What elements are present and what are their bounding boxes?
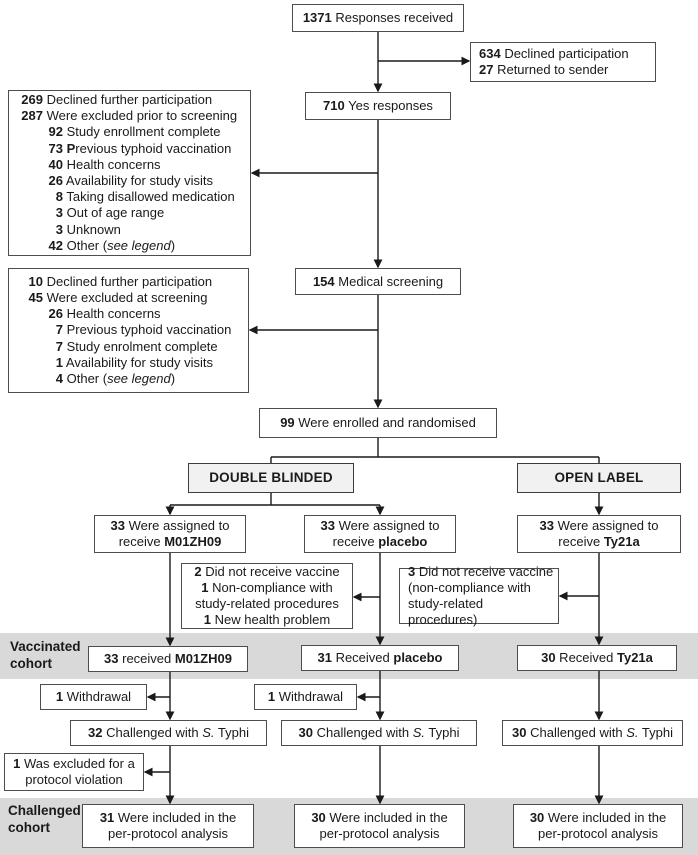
text-segment: Yes responses bbox=[344, 98, 433, 113]
text-segment: New health problem bbox=[211, 612, 331, 627]
header-open-label bbox=[517, 463, 681, 493]
text-segment: 7 bbox=[55, 322, 63, 338]
text-line bbox=[5, 772, 143, 788]
text-line bbox=[8, 820, 81, 837]
text-line bbox=[518, 518, 680, 534]
box-yes-responses bbox=[305, 92, 451, 120]
text-segment: 1 bbox=[203, 612, 211, 627]
text-segment: 287 bbox=[21, 108, 43, 124]
box-withdrawal-m01zh09 bbox=[40, 684, 147, 710]
text-segment: (non-compliance with bbox=[408, 580, 531, 595]
text-segment: see legend bbox=[107, 237, 171, 253]
text-segment: Returned to sender bbox=[493, 62, 609, 77]
text-line bbox=[17, 371, 244, 387]
text-segment: Typhi bbox=[425, 725, 460, 740]
text-segment: receive bbox=[332, 534, 379, 549]
text-segment: Received bbox=[331, 650, 394, 665]
text-segment: Withdrawal bbox=[275, 689, 344, 704]
text-segment: 1 bbox=[201, 580, 209, 595]
text-line bbox=[182, 564, 352, 580]
text-segment: Were excluded prior to screening bbox=[43, 108, 238, 124]
text-segment: 33 bbox=[104, 651, 119, 666]
text-segment: 31 bbox=[99, 810, 115, 825]
box-protocol-violation bbox=[4, 753, 144, 791]
text-line bbox=[17, 124, 246, 140]
text-segment: Were included in the bbox=[325, 810, 448, 825]
text-segment: study-related procedures) bbox=[408, 596, 484, 627]
box-per-protocol-placebo bbox=[294, 804, 465, 848]
text-segment: Responses received bbox=[331, 10, 454, 25]
text-segment: Non-compliance with bbox=[208, 580, 333, 595]
text-line bbox=[8, 803, 81, 820]
text-segment: Ty21a bbox=[616, 650, 653, 665]
text-segment: Challenged bbox=[8, 803, 81, 818]
text-segment: Health concerns bbox=[63, 306, 161, 322]
text-segment: 2 bbox=[194, 564, 202, 579]
text-segment: Medical screening bbox=[334, 273, 444, 289]
text-segment: 33 bbox=[320, 518, 335, 533]
text-segment: per-protocol analysis bbox=[538, 826, 658, 841]
text-line bbox=[293, 10, 463, 26]
text-segment: Was excluded for a bbox=[20, 756, 135, 771]
text-line bbox=[17, 92, 246, 108]
text-segment: Challenged with bbox=[312, 725, 413, 740]
text-segment: Did not receive vaccine bbox=[201, 564, 340, 579]
text-segment: 10 bbox=[28, 273, 43, 289]
text-line bbox=[41, 689, 146, 705]
text-line bbox=[518, 470, 680, 486]
text-segment: Were enrolled and randomised bbox=[294, 415, 476, 430]
box-not-received-double-blinded bbox=[181, 563, 353, 629]
text-line bbox=[479, 62, 651, 78]
box-assigned-m01zh09 bbox=[94, 515, 246, 553]
text-segment: Declined participation bbox=[500, 46, 629, 61]
text-line bbox=[306, 98, 450, 114]
text-segment: 710 bbox=[323, 98, 345, 113]
text-segment: Typhi bbox=[638, 725, 673, 740]
text-line bbox=[17, 274, 244, 290]
text-segment: Taking disallowed medication bbox=[63, 189, 235, 205]
text-segment: Withdrawal bbox=[63, 689, 132, 704]
text-line bbox=[83, 810, 253, 826]
text-line bbox=[282, 725, 476, 741]
text-line bbox=[10, 656, 81, 673]
text-segment: S. bbox=[626, 725, 639, 740]
text-segment: Other ( bbox=[63, 237, 108, 253]
text-segment: Study enrolment complete bbox=[63, 338, 218, 354]
box-challenged-m01zh09 bbox=[70, 720, 267, 746]
box-enrolled-randomised bbox=[259, 408, 497, 438]
text-line bbox=[408, 596, 554, 628]
box-declined-returned bbox=[470, 42, 656, 82]
text-segment: protocol violation bbox=[25, 772, 123, 787]
text-line bbox=[17, 306, 244, 322]
text-line bbox=[17, 290, 244, 306]
text-segment: per-protocol analysis bbox=[319, 826, 440, 841]
text-segment: study-related procedures bbox=[195, 596, 339, 611]
text-line bbox=[17, 322, 244, 338]
text-segment: 26 bbox=[48, 173, 63, 188]
text-segment: receive bbox=[118, 534, 165, 549]
text-segment: 1 bbox=[13, 756, 21, 771]
text-segment: Availability for study visits bbox=[63, 173, 214, 188]
text-segment: Were assigned to bbox=[334, 518, 440, 533]
text-line bbox=[17, 189, 246, 205]
text-segment: 40 bbox=[48, 156, 63, 172]
text-segment: Previous typhoid vaccination bbox=[63, 322, 232, 338]
text-segment: ) bbox=[170, 371, 176, 386]
text-segment: 1371 bbox=[302, 10, 332, 25]
text-line bbox=[305, 518, 455, 534]
text-segment: 26 bbox=[48, 306, 63, 322]
box-received-placebo bbox=[301, 645, 459, 671]
vaccinated-cohort-label bbox=[10, 639, 81, 672]
text-line bbox=[83, 826, 253, 842]
text-line bbox=[514, 826, 682, 842]
text-segment: Were included in the bbox=[114, 810, 237, 825]
box-withdrawal-placebo bbox=[254, 684, 357, 710]
text-line bbox=[17, 157, 246, 173]
text-segment: Declined further participation bbox=[43, 273, 213, 289]
text-line bbox=[518, 650, 676, 666]
text-segment: M01ZH09 bbox=[164, 534, 222, 549]
text-segment: 154 bbox=[312, 273, 335, 289]
box-received-ty21a bbox=[517, 645, 677, 671]
text-segment: placebo bbox=[393, 650, 443, 665]
text-segment: 31 bbox=[317, 650, 332, 665]
text-segment: cohort bbox=[10, 655, 52, 671]
text-segment: Out of age range bbox=[63, 205, 165, 221]
text-segment: received bbox=[118, 651, 175, 666]
text-line bbox=[17, 141, 246, 157]
challenged-cohort-label bbox=[8, 803, 81, 836]
text-line bbox=[408, 580, 554, 596]
text-segment: M01ZH09 bbox=[174, 651, 232, 666]
text-segment: 3 bbox=[408, 564, 416, 579]
text-line bbox=[17, 238, 246, 254]
text-line bbox=[17, 222, 246, 238]
text-segment: 45 bbox=[28, 289, 43, 305]
box-not-received-open-label bbox=[399, 564, 559, 627]
text-segment: Challenged with bbox=[526, 725, 627, 740]
text-line bbox=[182, 612, 352, 628]
text-segment: revious typhoid vaccination bbox=[75, 140, 232, 156]
text-segment: 73 bbox=[48, 140, 63, 156]
text-segment: 30 bbox=[298, 725, 313, 740]
text-segment: 4 bbox=[55, 371, 63, 386]
text-segment: S. bbox=[202, 725, 215, 740]
text-line bbox=[71, 725, 266, 741]
text-line bbox=[302, 650, 458, 666]
text-line bbox=[408, 564, 554, 580]
text-segment: 33 bbox=[539, 518, 554, 533]
text-segment: Health concerns bbox=[63, 156, 161, 172]
text-segment: Challenged with bbox=[102, 725, 203, 740]
text-line bbox=[17, 339, 244, 355]
text-line bbox=[260, 415, 496, 431]
text-segment: receive bbox=[558, 534, 604, 549]
box-per-protocol-ty21a bbox=[513, 804, 683, 848]
text-segment: 92 bbox=[48, 124, 63, 140]
box-received-m01zh09 bbox=[88, 646, 248, 672]
text-line bbox=[514, 810, 682, 826]
text-segment: 30 bbox=[512, 725, 527, 740]
text-segment: 634 bbox=[479, 46, 501, 61]
box-per-protocol-m01zh09 bbox=[82, 804, 254, 848]
text-segment: Were included in the bbox=[544, 810, 667, 825]
text-segment: 99 bbox=[280, 415, 295, 430]
text-segment: Availability for study visits bbox=[63, 354, 214, 370]
text-segment: OPEN LABEL bbox=[554, 470, 644, 485]
text-segment: cohort bbox=[8, 819, 50, 835]
text-segment: Were assigned to bbox=[124, 518, 230, 533]
text-segment: Other ( bbox=[63, 371, 108, 386]
box-excluded-prior-screening bbox=[8, 90, 251, 256]
text-segment: Vaccinated bbox=[10, 639, 81, 654]
box-challenged-ty21a bbox=[502, 720, 683, 746]
text-segment: 1 bbox=[55, 354, 63, 370]
box-challenged-placebo bbox=[281, 720, 477, 746]
text-segment: 1 bbox=[55, 689, 64, 704]
box-excluded-at-screening bbox=[8, 268, 249, 393]
text-segment: ) bbox=[170, 237, 176, 253]
text-segment: Unknown bbox=[63, 221, 121, 237]
text-line bbox=[95, 534, 245, 550]
text-line bbox=[17, 205, 246, 221]
text-segment: placebo bbox=[378, 534, 428, 549]
text-segment: 7 bbox=[55, 338, 63, 354]
box-assigned-placebo bbox=[304, 515, 456, 553]
text-line bbox=[17, 108, 246, 124]
text-line bbox=[295, 826, 464, 842]
box-responses-received bbox=[292, 4, 464, 32]
text-segment: Study enrollment complete bbox=[63, 124, 221, 140]
text-line bbox=[518, 534, 680, 550]
text-segment: 269 bbox=[21, 91, 43, 107]
text-segment: Typhi bbox=[214, 725, 249, 740]
text-line bbox=[479, 46, 651, 62]
text-line bbox=[95, 518, 245, 534]
text-line bbox=[503, 725, 682, 741]
text-segment: per-protocol analysis bbox=[108, 826, 228, 841]
text-line bbox=[5, 756, 143, 772]
text-segment: 33 bbox=[110, 518, 125, 533]
text-line bbox=[295, 810, 464, 826]
text-line bbox=[182, 580, 352, 596]
text-segment: Were excluded at screening bbox=[43, 289, 208, 305]
text-segment: S. bbox=[412, 725, 426, 740]
text-line bbox=[296, 274, 460, 290]
text-segment: 30 bbox=[311, 810, 326, 825]
text-segment: 1 bbox=[267, 689, 276, 704]
box-assigned-ty21a bbox=[517, 515, 681, 553]
text-segment: 42 bbox=[48, 237, 63, 253]
text-segment: Were assigned to bbox=[553, 518, 659, 533]
text-segment: 30 bbox=[541, 650, 556, 665]
text-line bbox=[182, 596, 352, 612]
text-line bbox=[17, 355, 244, 371]
text-segment: 32 bbox=[88, 725, 103, 740]
text-segment: 8 bbox=[55, 189, 63, 205]
text-segment: 30 bbox=[529, 810, 545, 825]
text-segment: Ty21a bbox=[603, 534, 640, 549]
header-double-blinded bbox=[188, 463, 354, 493]
text-line bbox=[17, 173, 246, 189]
text-segment: 27 bbox=[479, 62, 494, 77]
box-medical-screening bbox=[295, 268, 461, 295]
text-segment: see legend bbox=[107, 371, 171, 386]
text-line bbox=[10, 639, 81, 656]
text-line bbox=[89, 651, 247, 667]
text-line bbox=[189, 470, 353, 486]
text-segment: 3 bbox=[55, 221, 63, 237]
text-segment: DOUBLE BLINDED bbox=[209, 470, 333, 485]
text-line bbox=[305, 534, 455, 550]
text-line bbox=[255, 689, 356, 705]
text-segment: Did not receive vaccine bbox=[415, 564, 554, 579]
text-segment: Declined further participation bbox=[43, 91, 213, 107]
text-segment: 3 bbox=[55, 205, 63, 221]
text-segment: P bbox=[66, 140, 76, 156]
text-segment: Received bbox=[555, 650, 617, 665]
